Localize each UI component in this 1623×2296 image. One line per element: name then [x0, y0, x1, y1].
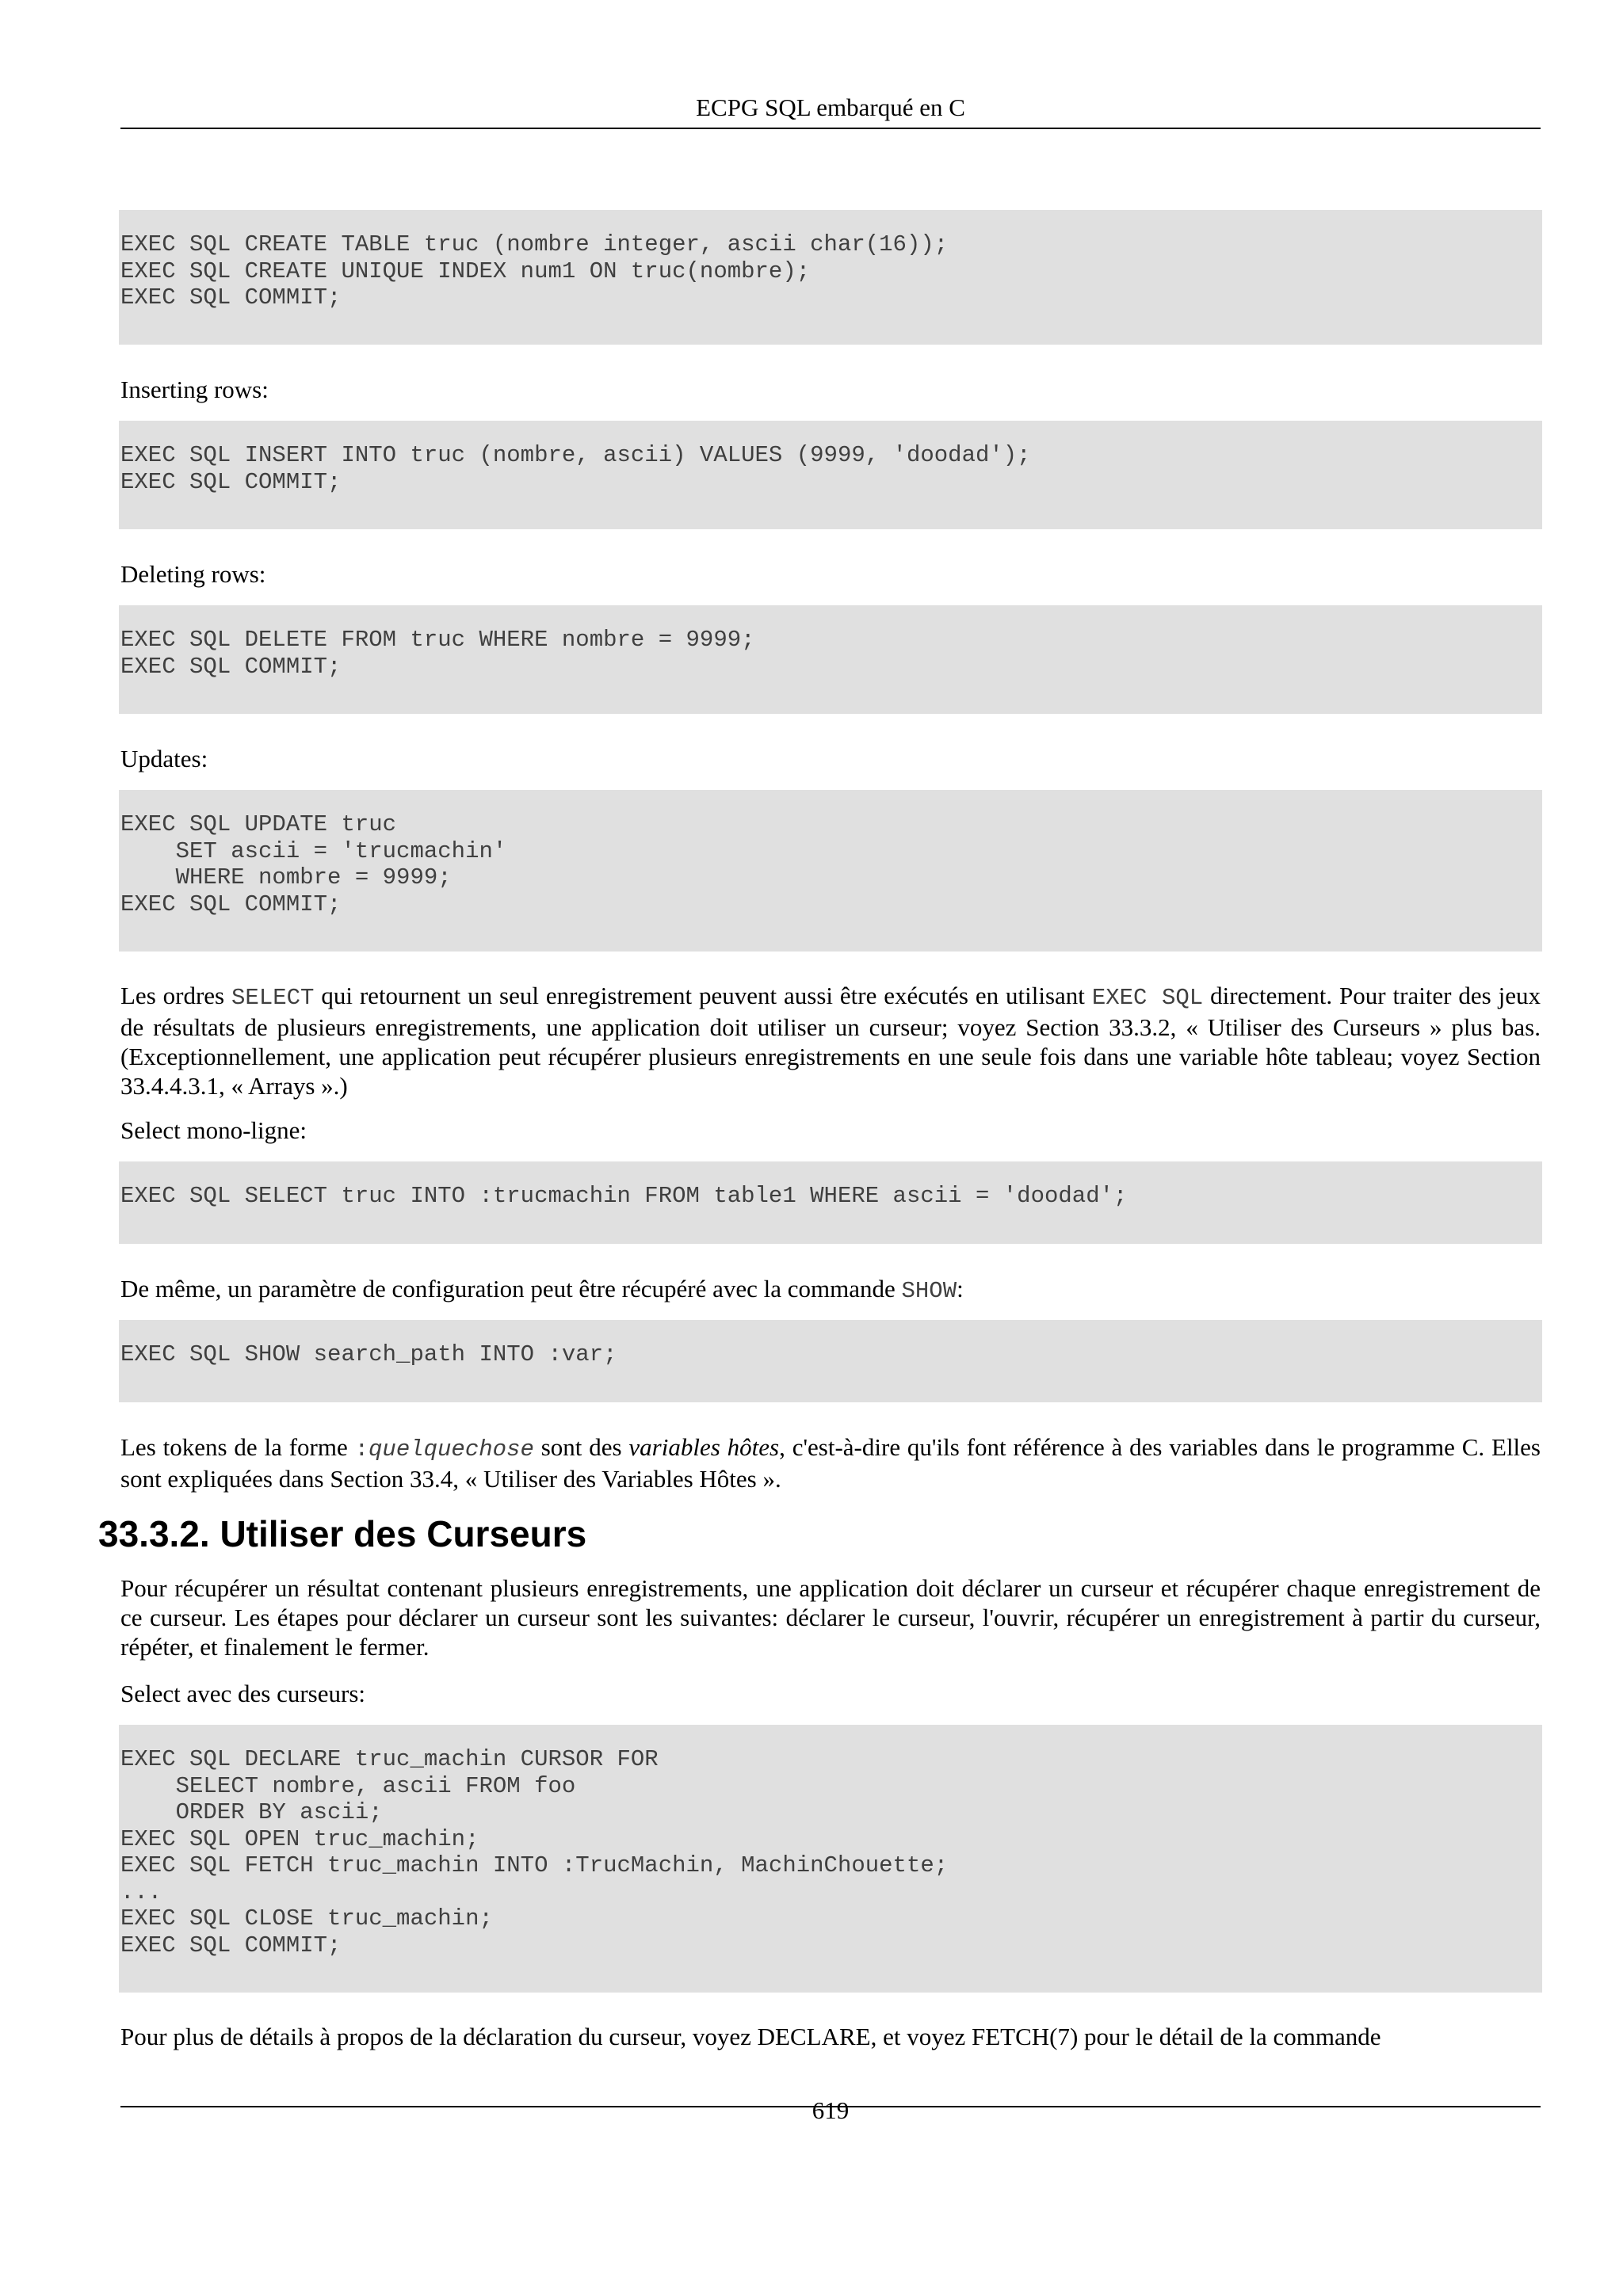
emphasis-variables-hotes: variables hôtes [628, 1433, 780, 1461]
code-block-delete: EXEC SQL DELETE FROM truc WHERE nombre = 9999; EXEC SQL COMMIT; [119, 605, 1542, 714]
code-block-show: EXEC SQL SHOW search_path INTO :var; [119, 1320, 1542, 1402]
paragraph-select-intro [120, 981, 1541, 1100]
section-heading: 33.3.2. Utiliser des Curseurs [98, 1513, 587, 1554]
label-updates: Updates: [120, 745, 208, 772]
header-rule [120, 128, 1541, 129]
paragraph-host-variables [120, 1432, 1541, 1493]
text-run: : [957, 1275, 964, 1302]
inline-code-quelquechose: quelquechose [369, 1436, 534, 1463]
text-run: , c'est-à-dire qu'ils font référence à des variables dans le programme C. Elles sont expliquées dans Section 33.4, « Utiliser des Variables Hôtes ». [120, 1433, 1541, 1493]
text-run: sont des [533, 1433, 629, 1461]
inline-code-colon: : [354, 1436, 369, 1463]
code-block-insert: EXEC SQL INSERT INTO truc (nombre, ascii) VALUES (9999, 'doodad'); EXEC SQL COMMIT; [119, 421, 1542, 529]
label-select-with-cursors: Select avec des curseurs: [120, 1680, 366, 1707]
text-run: qui retournent un seul enregistrement peuvent aussi être exécutés en utilisant [314, 982, 1092, 1009]
inline-code-show: SHOW [901, 1278, 957, 1304]
label-select-mono-ligne: Select mono-ligne: [120, 1116, 307, 1144]
label-deleting-rows: Deleting rows: [120, 560, 266, 588]
code-block-cursor: EXEC SQL DECLARE truc_machin CURSOR FOR SELECT nombre, ascii FROM foo ORDER BY ascii; EXEC SQL OPEN truc_machin; EXEC SQL FETCH truc_machin INTO :TrucMachin, MachinChouette; ... EXEC SQL CLOSE truc_machin; EXEC SQL COMMIT; [119, 1725, 1542, 1993]
text-run: Les ordres [120, 982, 232, 1009]
code-block-select-single: EXEC SQL SELECT truc INTO :trucmachin FROM table1 WHERE ascii = 'doodad'; [119, 1161, 1542, 1244]
text-run: De même, un paramètre de configuration peut être récupéré avec la commande [120, 1275, 902, 1302]
paragraph-cursors-intro: Pour récupérer un résultat contenant plusieurs enregistrements, une application doit déclarer un curseur et récupérer chaque enregistrement de ce curseur. Les étapes pour déclarer un curseur sont les suivantes: déclarer le curseur, l'ouvrir, récupérer un enregistrement à partir du curseur, répéter, et finalement le fermer. [120, 1574, 1541, 1661]
text-run: directement. Pour traiter des jeux de résultats de plusieurs enregistrements, une application doit utiliser un curseur; voyez Section 33.3.2, « Utiliser des Curseurs » plus bas. (Exceptionnellement, une application peut récupérer plusieurs enregistrements en une seule fois dans une variable hôte tableau; voyez Section 33.4.4.3.1, « Arrays ».) [120, 982, 1541, 1100]
running-header: ECPG SQL embarqué en C [696, 93, 965, 121]
text-run: Les tokens de la forme [120, 1433, 355, 1461]
inline-code-exec-sql: EXEC SQL [1091, 985, 1204, 1011]
paragraph-show-intro [120, 1274, 1541, 1306]
inline-code-select: SELECT [231, 985, 315, 1011]
code-block-update: EXEC SQL UPDATE truc SET ascii = 'trucmachin' WHERE nombre = 9999; EXEC SQL COMMIT; [119, 790, 1542, 952]
paragraph-details: Pour plus de détails à propos de la déclaration du curseur, voyez DECLARE, et voyez FETCH(7) pour le détail de la commande [120, 2023, 1381, 2050]
page-number: 619 [812, 2096, 850, 2124]
label-inserting-rows: Inserting rows: [120, 376, 269, 403]
code-block-create-table: EXEC SQL CREATE TABLE truc (nombre integer, ascii char(16)); EXEC SQL CREATE UNIQUE INDEX num1 ON truc(nombre); EXEC SQL COMMIT; [119, 210, 1542, 345]
